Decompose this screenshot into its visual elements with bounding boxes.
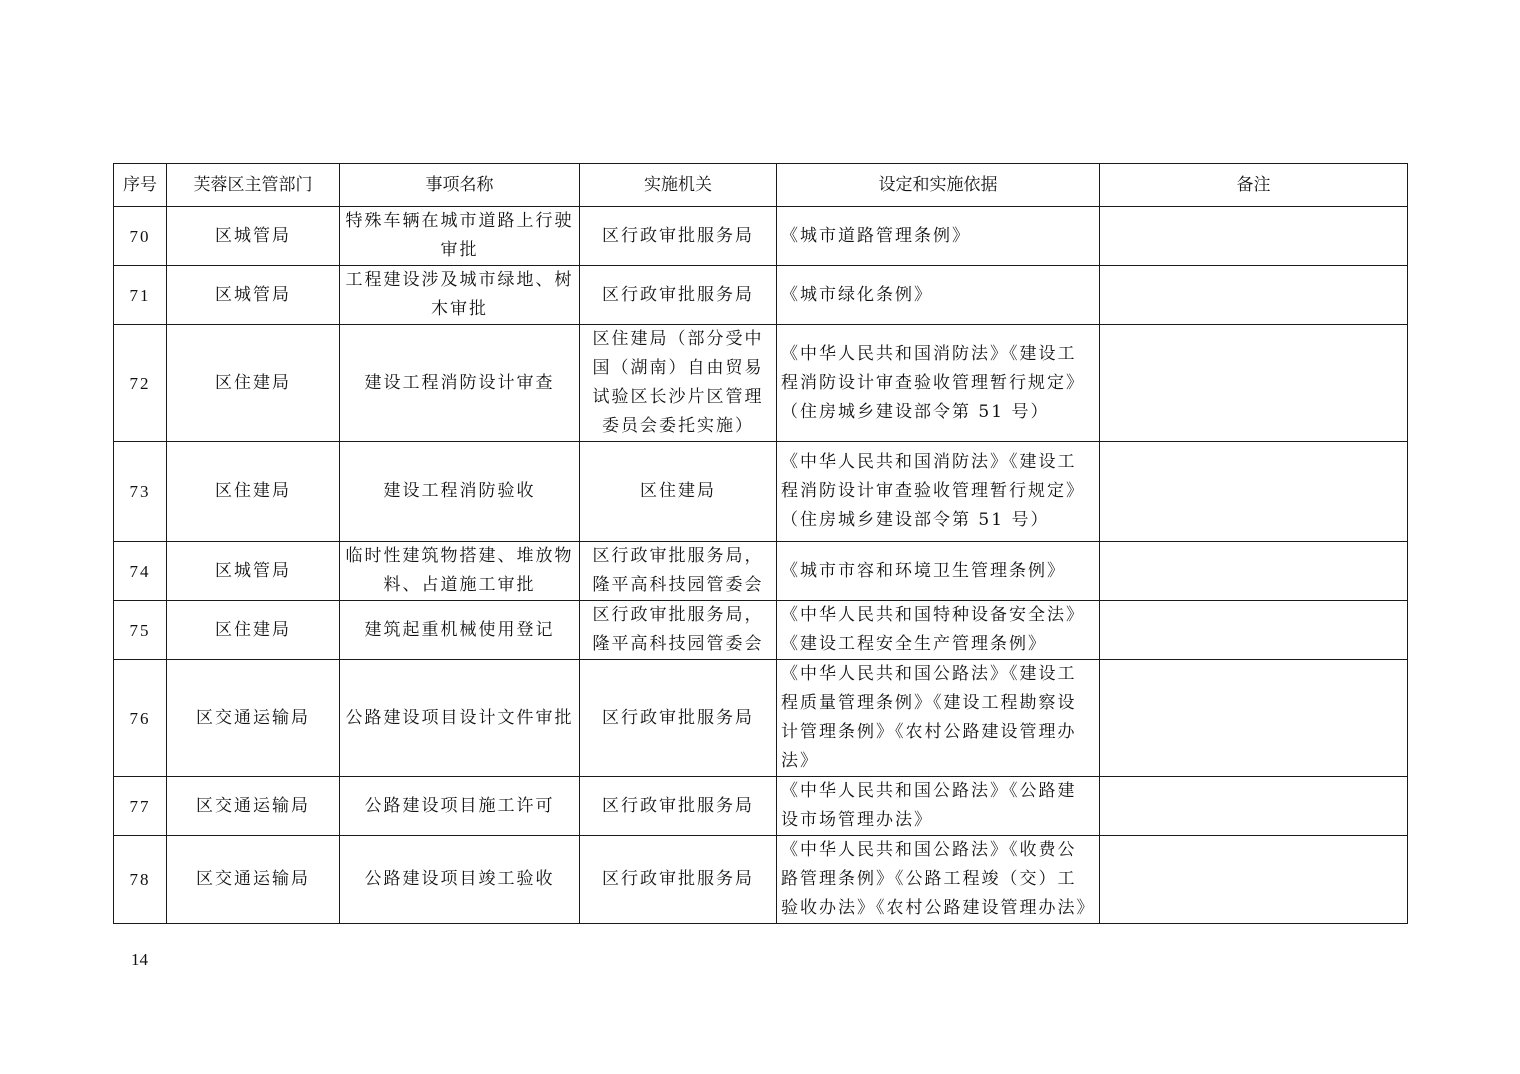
row-agency: 区行政审批服务局 (580, 266, 777, 325)
row-legal-basis: 《中华人民共和国消防法》《建设工程消防设计审查验收管理暂行规定》（住房城乡建设部令第 51 号） (777, 325, 1100, 442)
row-legal-basis: 《城市道路管理条例》 (777, 207, 1100, 266)
header-cell-legal-basis: 设定和实施依据 (777, 164, 1100, 207)
table-row (114, 442, 1408, 542)
header-cell-department: 芙蓉区主管部门 (167, 164, 340, 207)
row-department: 区交通运输局 (167, 836, 340, 924)
table-row (114, 266, 1408, 325)
row-number: 76 (114, 660, 167, 777)
row-item-name: 建设工程消防设计审查 (340, 325, 580, 442)
row-legal-basis: 《中华人民共和国公路法》《公路建设市场管理办法》 (777, 777, 1100, 836)
row-department: 区城管局 (167, 207, 340, 266)
row-legal-basis: 《中华人民共和国消防法》《建设工程消防设计审查验收管理暂行规定》（住房城乡建设部令第 51 号） (777, 442, 1100, 542)
row-item-name: 公路建设项目设计文件审批 (340, 660, 580, 777)
row-item-name: 公路建设项目竣工验收 (340, 836, 580, 924)
row-note (1100, 325, 1408, 442)
header-cell-item-name: 事项名称 (340, 164, 580, 207)
header-cell-notes: 备注 (1100, 164, 1408, 207)
row-note (1100, 442, 1408, 542)
row-department: 区住建局 (167, 601, 340, 660)
table-row (114, 660, 1408, 777)
row-department: 区城管局 (167, 266, 340, 325)
row-agency: 区行政审批服务局 (580, 777, 777, 836)
row-department: 区住建局 (167, 442, 340, 542)
items-table (113, 163, 1408, 924)
row-note (1100, 266, 1408, 325)
row-number: 78 (114, 836, 167, 924)
table-row (114, 207, 1408, 266)
row-number: 72 (114, 325, 167, 442)
row-note (1100, 601, 1408, 660)
row-legal-basis: 《城市绿化条例》 (777, 266, 1100, 325)
row-number: 70 (114, 207, 167, 266)
row-legal-basis: 《中华人民共和国特种设备安全法》《建设工程安全生产管理条例》 (777, 601, 1100, 660)
row-department: 区交通运输局 (167, 777, 340, 836)
row-agency: 区行政审批服务局，隆平高科技园管委会 (580, 601, 777, 660)
row-item-name: 临时性建筑物搭建、堆放物料、占道施工审批 (340, 542, 580, 601)
row-department: 区城管局 (167, 542, 340, 601)
row-number: 74 (114, 542, 167, 601)
table-row (114, 325, 1408, 442)
row-item-name: 特殊车辆在城市道路上行驶审批 (340, 207, 580, 266)
row-agency: 区行政审批服务局，隆平高科技园管委会 (580, 542, 777, 601)
row-number: 77 (114, 777, 167, 836)
row-note (1100, 660, 1408, 777)
row-item-name: 建筑起重机械使用登记 (340, 601, 580, 660)
row-agency: 区行政审批服务局 (580, 207, 777, 266)
row-number: 73 (114, 442, 167, 542)
header-cell-number: 序号 (114, 164, 167, 207)
row-legal-basis: 《城市市容和环境卫生管理条例》 (777, 542, 1100, 601)
table-row (114, 542, 1408, 601)
row-number: 75 (114, 601, 167, 660)
header-cell-agency: 实施机关 (580, 164, 777, 207)
row-item-name: 工程建设涉及城市绿地、树木审批 (340, 266, 580, 325)
row-item-name: 公路建设项目施工许可 (340, 777, 580, 836)
row-agency: 区住建局（部分受中国（湖南）自由贸易试验区长沙片区管理委员会委托实施） (580, 325, 777, 442)
row-note (1100, 542, 1408, 601)
row-agency: 区行政审批服务局 (580, 836, 777, 924)
table-row (114, 601, 1408, 660)
table-row (114, 777, 1408, 836)
row-note (1100, 777, 1408, 836)
row-agency: 区住建局 (580, 442, 777, 542)
row-number: 71 (114, 266, 167, 325)
row-legal-basis: 《中华人民共和国公路法》《建设工程质量管理条例》《建设工程勘察设计管理条例》《农村公路建设管理办法》 (777, 660, 1100, 777)
row-department: 区住建局 (167, 325, 340, 442)
row-note (1100, 207, 1408, 266)
row-agency: 区行政审批服务局 (580, 660, 777, 777)
row-legal-basis: 《中华人民共和国公路法》《收费公路管理条例》《公路工程竣（交）工验收办法》《农村公路建设管理办法》 (777, 836, 1100, 924)
row-department: 区交通运输局 (167, 660, 340, 777)
row-note (1100, 836, 1408, 924)
page-number: 14 (131, 950, 148, 969)
table-row (114, 836, 1408, 924)
table-header-row (114, 164, 1408, 207)
row-item-name: 建设工程消防验收 (340, 442, 580, 542)
